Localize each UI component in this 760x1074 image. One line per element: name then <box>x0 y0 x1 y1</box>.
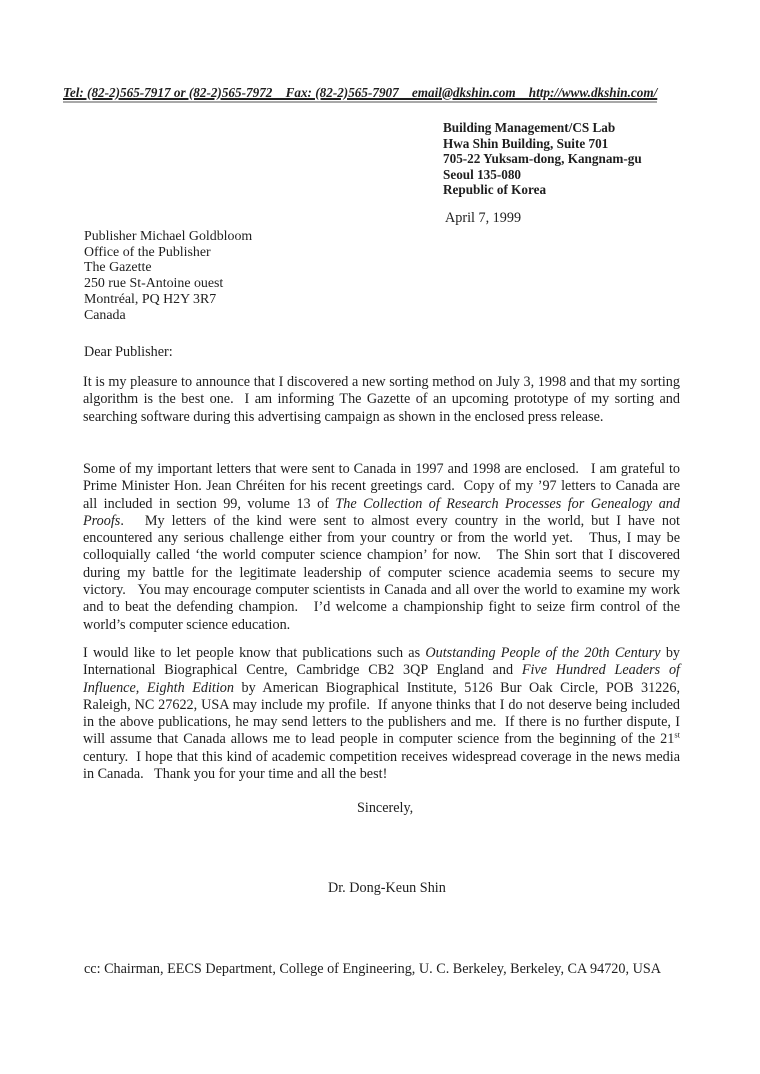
salutation: Dear Publisher: <box>84 344 173 360</box>
text-run: century. I hope that this kind of academic competition receives widespread coverage in the news media in Canada. Thank you for your time and all the best! <box>83 748 680 783</box>
superscript-text: st <box>674 729 680 740</box>
address-line: Office of the Publisher <box>84 244 211 260</box>
address-line: The Gazette <box>84 260 152 276</box>
contact-line: Tel: (82-2)565-7917 or (82-2)565-7972 Fax: (82-2)565-7907 email@dkshin.com http://www.dkshin.com/ <box>63 85 657 103</box>
italic-title-text: Five Hundred Leaders of Influence, Eighth Edition <box>83 662 680 696</box>
cc-line: cc: Chairman, EECS Department, College of Engineering, U. C. Berkeley, Berkeley, CA 94720, USA <box>84 961 661 977</box>
address-line: Canada <box>84 307 126 323</box>
body-paragraph-3 <box>83 645 680 783</box>
text-run: I would like to let people know that publications such as <box>83 645 426 661</box>
letter-date: April 7, 1999 <box>445 210 522 226</box>
address-line: Publisher Michael Goldbloom <box>84 229 253 244</box>
contact-header <box>63 85 723 103</box>
text-run: by American Biographical Institute, 5126 Bur Oak Circle, POB 31226, Raleigh, NC 27622, USA may include my profile. If anyone thinks that I do not deserve being included in the above publications, he may send letters to the publishers and me. If there is no further dispute, I will assume that Canada allows me to lead people in computer science from the beginning of the 21 <box>83 679 680 748</box>
address-line: Montréal, PQ H2Y 3R7 <box>84 291 217 307</box>
text-run: . My letters of the kind were sent to almost every country in the world, but I have not encountered any serious challenge either from your country or from the world yet. Thus, I may be colloquially called ‘the world computer science champion’ for now. The Shin sort that I discovered during my battle for the legitimate leadership of computer science academia seems to secure my victory. You may encourage computer scientists in Canada and all over the world to examine my work and to beat the defending champion. I’d welcome a championship fight to seize firm control of the world’s computer science education. <box>83 512 680 633</box>
text-run: by International Biographical Centre, Cambridge CB2 3QP England and <box>83 645 681 679</box>
italic-title-text: The Collection of Research Processes for Genealogy and Proofs <box>83 495 680 529</box>
sender-address-block <box>443 120 642 198</box>
text-run: It is my pleasure to announce that I discovered a new sorting method on July 3, 1998 and that my sorting algorithm is the best one. I am informing The Gazette of an upcoming prototype of my sorting and searching software during this advertising campaign as shown in the enclosed press release. <box>83 374 680 425</box>
body-paragraph-2 <box>83 461 680 634</box>
body-paragraph-1 <box>83 374 680 426</box>
text-run: Some of my important letters that were sent to Canada in 1997 and 1998 are enclosed. I am grateful to Prime Minister Hon. Jean Chréiten for his recent greetings card. Copy of my ’97 letters to Canada are all included in section 99, volume 13 of <box>83 461 680 512</box>
address-line: Republic of Korea <box>443 182 547 198</box>
signature-name: Dr. Dong-Keun Shin <box>328 880 446 896</box>
italic-title-text: Outstanding People of the 20th Century <box>425 645 661 661</box>
address-line: Hwa Shin Building, Suite 701 <box>443 135 609 151</box>
address-line: 250 rue St-Antoine ouest <box>84 276 224 292</box>
address-line: Seoul 135-080 <box>443 166 522 182</box>
address-line: 705-22 Yuksam-dong, Kangnam-gu <box>443 151 642 167</box>
recipient-address-block <box>84 229 252 323</box>
address-line: Building Management/CS Lab <box>443 120 616 135</box>
closing-line: Sincerely, <box>357 800 414 816</box>
